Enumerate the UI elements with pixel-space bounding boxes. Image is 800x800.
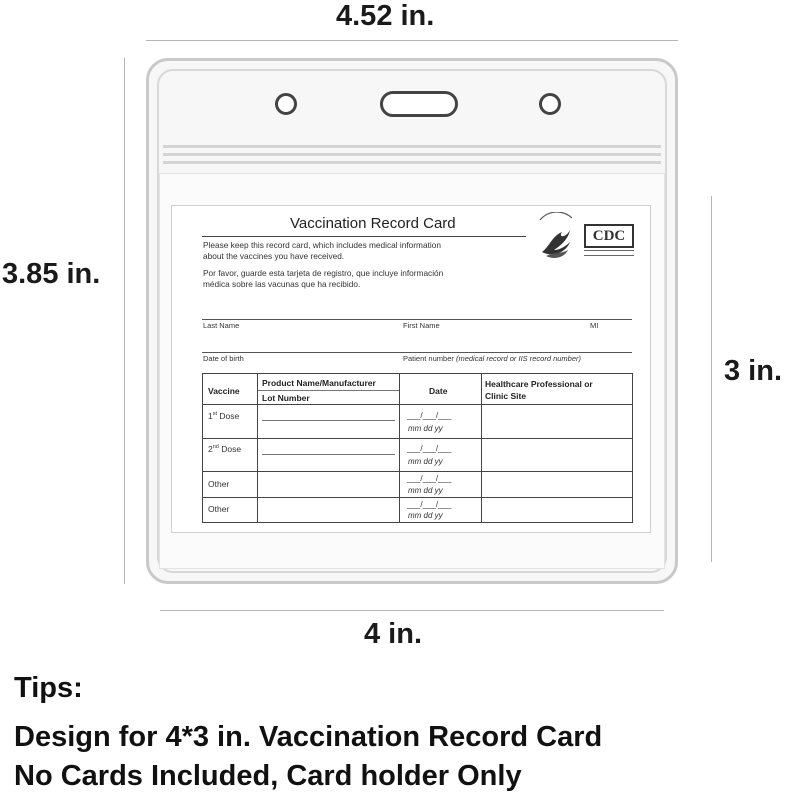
table-border-bottom [202, 522, 632, 523]
holder-width-label: 4.52 in. [336, 0, 435, 32]
card-instructions-en-1: Please keep this record card, which includes medical information [203, 240, 441, 250]
cdc-logo-subline [584, 250, 634, 256]
date-format-hint: mm dd yy [408, 486, 443, 495]
tips-heading: Tips: [14, 672, 83, 704]
row-label-dose-2 [208, 444, 241, 454]
card-instructions-es-1: Por favor, guarde esta tarjeta de registro, que incluye información [203, 268, 444, 278]
table-row-divider [202, 438, 632, 439]
name-field-line [202, 319, 632, 320]
dose-text: Dose [217, 411, 240, 421]
table-col-divider [399, 373, 400, 523]
table-col-divider [257, 373, 258, 523]
cdc-logo: CDC [584, 224, 634, 248]
row-label-other-2: Other [208, 504, 230, 514]
row-label-other-1: Other [208, 479, 230, 489]
dose-suffix: nd [212, 444, 219, 451]
right-hole-icon [539, 93, 561, 115]
table-row-divider [202, 471, 632, 472]
col-header-hcp: Healthcare Professional or [485, 379, 593, 389]
product-header-rule [258, 390, 399, 391]
zip-seal-line [163, 153, 661, 156]
date-entry-lines: ___/___/___ [407, 500, 452, 509]
patient-number-note: (medical record or IIS record number) [455, 354, 582, 363]
card-height-dimension-line [711, 196, 712, 562]
width-dimension-line [146, 40, 678, 41]
card-title: Vaccination Record Card [290, 215, 456, 232]
height-dimension-line [124, 58, 125, 584]
holder-height-label: 3.85 in. [2, 258, 101, 290]
dose-suffix: st [212, 411, 218, 418]
patient-number-text: Patient number [403, 354, 454, 363]
card-height-label: 3 in. [724, 355, 783, 387]
table-header-divider [202, 404, 632, 405]
title-underline [202, 236, 526, 237]
last-name-label: Last Name [203, 321, 240, 330]
patient-number-label [403, 354, 581, 363]
table-row-divider [202, 497, 632, 498]
col-header-vaccine: Vaccine [208, 386, 240, 396]
center-slot-icon [380, 91, 458, 117]
dose-text: Dose [218, 444, 242, 454]
card-width-dimension-line [160, 610, 664, 611]
card-instructions-es-2: médica sobre las vacunas que ha recibido. [203, 279, 361, 289]
tips-line-design: Design for 4*3 in. Vaccination Record Card [14, 721, 603, 753]
left-hole-icon [275, 93, 297, 115]
first-name-label: First Name [403, 321, 440, 330]
date-format-hint: mm dd yy [408, 424, 443, 433]
date-entry-lines: ___/___/___ [407, 474, 452, 483]
zip-seal-line [163, 161, 661, 164]
table-border-left [202, 373, 203, 523]
row-label-dose-1 [208, 411, 239, 421]
dob-label: Date of birth [203, 354, 244, 363]
date-entry-lines: ___/___/___ [407, 444, 452, 453]
date-format-hint: mm dd yy [408, 457, 443, 466]
col-header-product: Product Name/Manufacturer [262, 378, 376, 388]
zip-seal-line [163, 145, 661, 148]
mi-label: MI [590, 321, 599, 330]
date-entry-lines: ___/___/___ [407, 411, 452, 420]
dose-number: 1 [208, 411, 213, 421]
card-width-label: 4 in. [364, 618, 423, 650]
table-border-top [202, 373, 632, 374]
col-header-clinic-site: Clinic Site [485, 391, 527, 401]
dob-field-line [202, 352, 632, 353]
card-instructions-en-2: about the vaccines you have received. [203, 251, 345, 261]
col-header-date: Date [429, 386, 448, 396]
product-entry-line [262, 454, 395, 455]
col-header-lot-number: Lot Number [262, 393, 310, 403]
product-entry-line [262, 420, 395, 421]
date-format-hint: mm dd yy [408, 511, 443, 520]
hhs-eagle-seal-icon [532, 212, 580, 262]
tips-line-no-cards: No Cards Included, Card holder Only [14, 760, 522, 792]
vaccination-record-card [171, 205, 651, 533]
dose-number: 2 [208, 444, 213, 454]
table-col-divider [481, 373, 482, 523]
table-border-right [632, 373, 633, 523]
